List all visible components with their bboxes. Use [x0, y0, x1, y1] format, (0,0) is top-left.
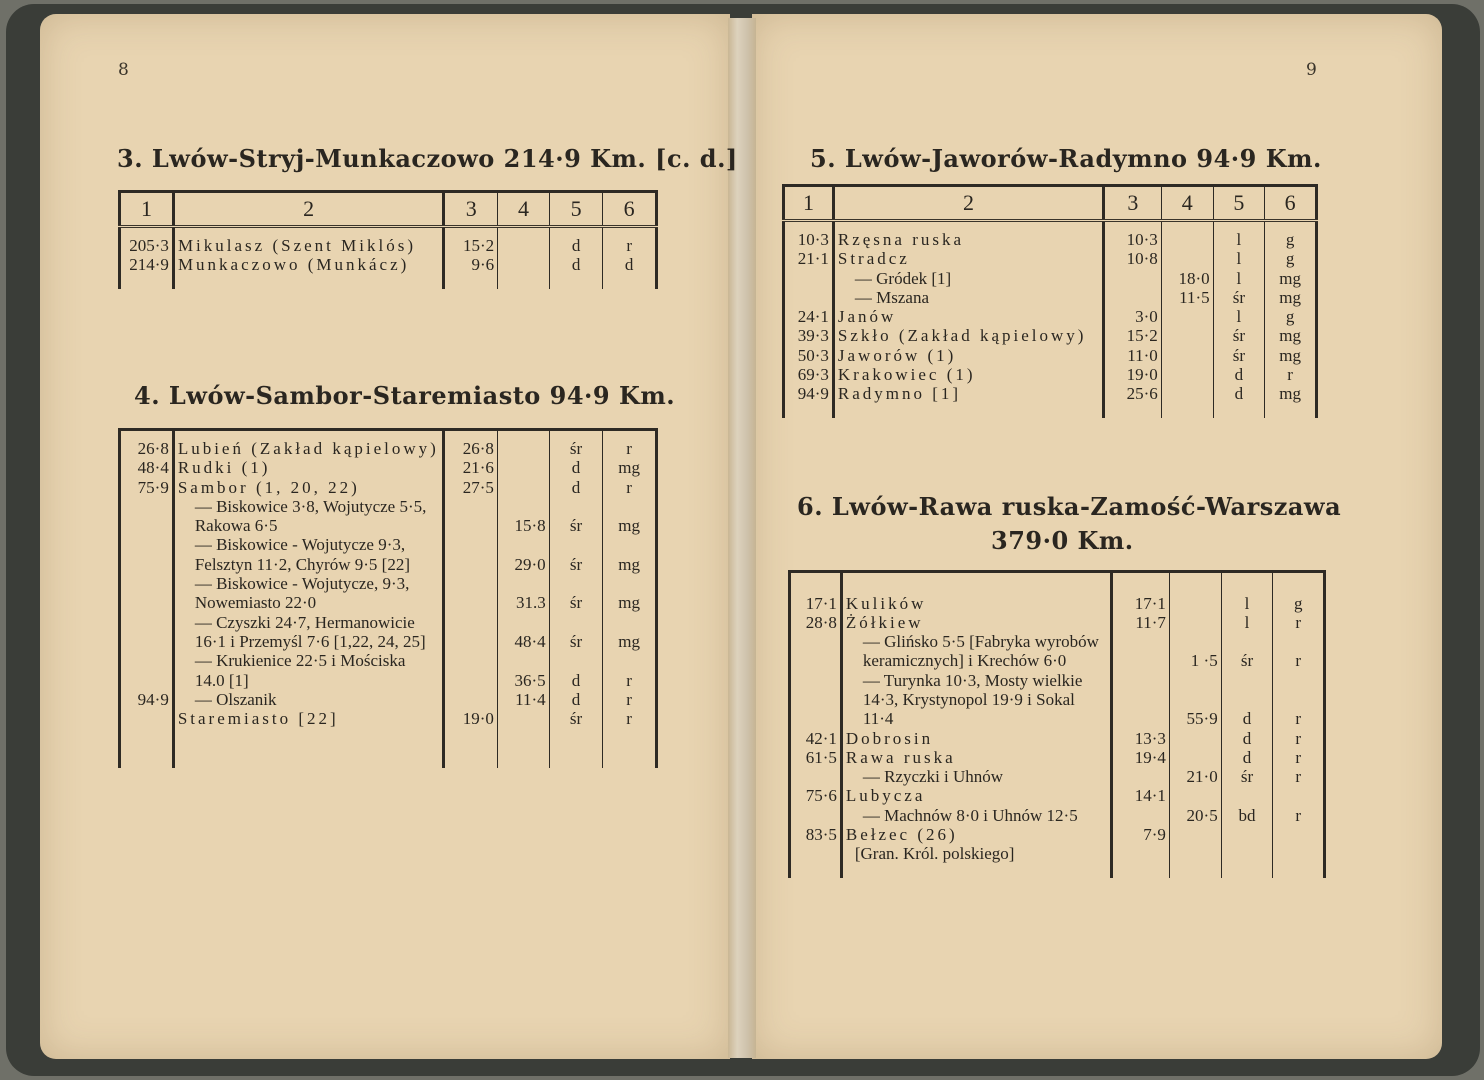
- value-cell: śr: [549, 439, 603, 458]
- value-cell: [444, 497, 498, 536]
- col-header-1: 1: [120, 192, 174, 227]
- station-cell: — Machnów 8·0 i Uhnów 12·5: [841, 806, 1111, 825]
- value-cell: d: [603, 255, 657, 274]
- km-cell: 75·9: [120, 478, 174, 497]
- value-cell: [1161, 384, 1213, 403]
- value-cell: [498, 255, 550, 274]
- station-cell: Staremiasto [22]: [173, 709, 443, 728]
- value-cell: 13·3: [1112, 729, 1170, 748]
- value-cell: mg: [1265, 326, 1317, 345]
- col-header-1: 1: [784, 186, 834, 221]
- station-cell: Szkło (Zakład kąpielowy): [833, 326, 1103, 345]
- col-header-5: 5: [549, 192, 603, 227]
- value-cell: d: [549, 690, 603, 709]
- station-cell: — Rzyczki i Uhnów: [841, 767, 1111, 786]
- value-cell: 19·4: [1112, 748, 1170, 767]
- station-cell: — Biskowice - Wojutycze 9·3, Felsztyn 11·2, Chyrów 9·5 [22]: [173, 535, 443, 574]
- value-cell: g: [1265, 249, 1317, 268]
- value-cell: [1169, 613, 1221, 632]
- section-6-title-line2: 379·0 Km.: [991, 526, 1134, 555]
- table-row: [784, 288, 1317, 307]
- station-cell: Rzęsna ruska: [833, 230, 1103, 249]
- value-cell: d: [549, 236, 603, 255]
- value-cell: [444, 690, 498, 709]
- value-cell: śr: [549, 535, 603, 574]
- value-cell: 19·0: [444, 709, 498, 728]
- table-row: [120, 497, 657, 536]
- value-cell: d: [549, 651, 603, 690]
- value-cell: r: [603, 651, 657, 690]
- value-cell: g: [1273, 594, 1325, 613]
- value-cell: [1112, 806, 1170, 825]
- value-cell: r: [1273, 671, 1325, 729]
- value-cell: d: [549, 478, 603, 497]
- col-header-4: 4: [1161, 186, 1213, 221]
- station-cell: — Glińsko 5·5 [Fabryka wyrobów keramicznych] i Krechów 6·0: [841, 632, 1111, 671]
- value-cell: [1161, 307, 1213, 326]
- value-cell: 10·8: [1104, 249, 1162, 268]
- value-cell: 14·1: [1112, 786, 1170, 805]
- value-cell: 19·0: [1104, 365, 1162, 384]
- value-cell: l: [1213, 307, 1265, 326]
- km-cell: [790, 632, 842, 671]
- value-cell: mg: [603, 458, 657, 477]
- value-cell: 48·4: [497, 613, 549, 652]
- table-row: [790, 786, 1325, 805]
- value-cell: r: [1273, 806, 1325, 825]
- station-cell: Żółkiew: [841, 613, 1111, 632]
- value-cell: mg: [1265, 346, 1317, 365]
- station-cell: Janów: [833, 307, 1103, 326]
- value-cell: d: [1213, 365, 1265, 384]
- value-cell: śr: [549, 574, 603, 613]
- value-cell: d: [1221, 671, 1273, 729]
- table-row: [790, 825, 1325, 844]
- station-cell: Lubień (Zakład kąpielowy): [173, 439, 443, 458]
- value-cell: 17·1: [1112, 594, 1170, 613]
- value-cell: [1161, 346, 1213, 365]
- km-cell: 28·8: [790, 613, 842, 632]
- value-cell: 15·2: [444, 236, 498, 255]
- right-page-number: 9: [1306, 60, 1317, 80]
- km-cell: 94·9: [120, 690, 174, 709]
- col-header-2: 2: [173, 192, 443, 227]
- value-cell: [1112, 671, 1170, 729]
- value-cell: 21·0: [1169, 767, 1221, 786]
- value-cell: śr: [1213, 326, 1265, 345]
- km-cell: [790, 844, 842, 863]
- km-cell: 61·5: [790, 748, 842, 767]
- table-row: [790, 729, 1325, 748]
- value-cell: [1104, 288, 1162, 307]
- table-row: [120, 613, 657, 652]
- station-cell: Jaworów (1): [833, 346, 1103, 365]
- value-cell: [1161, 230, 1213, 249]
- value-cell: l: [1213, 269, 1265, 288]
- value-cell: [1161, 326, 1213, 345]
- value-cell: 21·6: [444, 458, 498, 477]
- table-row: [784, 326, 1317, 345]
- table-row: [784, 307, 1317, 326]
- value-cell: d: [549, 255, 603, 274]
- table-row: [120, 709, 657, 728]
- station-cell: — Olszanik: [173, 690, 443, 709]
- station-cell: Rudki (1): [173, 458, 443, 477]
- value-cell: bd: [1221, 806, 1273, 825]
- value-cell: r: [603, 478, 657, 497]
- km-cell: 17·1: [790, 594, 842, 613]
- value-cell: 3·0: [1104, 307, 1162, 326]
- section-3-table: [118, 190, 658, 289]
- left-page-number: 8: [118, 60, 129, 80]
- km-cell: [790, 671, 842, 729]
- col-header-3: 3: [444, 192, 498, 227]
- table-row: [784, 384, 1317, 403]
- value-cell: 9·6: [444, 255, 498, 274]
- value-cell: d: [1213, 384, 1265, 403]
- value-cell: [444, 613, 498, 652]
- km-cell: 42·1: [790, 729, 842, 748]
- value-cell: śr: [549, 613, 603, 652]
- km-cell: 39·3: [784, 326, 834, 345]
- table-row: [120, 236, 657, 255]
- table-row: [784, 269, 1317, 288]
- section-3-title: 3. Lwów-Stryj-Munkaczowo 214·9 Km. [c. d.]: [117, 144, 738, 173]
- table-row: [120, 439, 657, 458]
- km-cell: 21·1: [784, 249, 834, 268]
- value-cell: 11·7: [1112, 613, 1170, 632]
- section-6-table: [788, 570, 1326, 878]
- value-cell: l: [1221, 594, 1273, 613]
- value-cell: d: [549, 458, 603, 477]
- value-cell: [1221, 844, 1273, 863]
- value-cell: [1221, 825, 1273, 844]
- station-cell: Stradcz: [833, 249, 1103, 268]
- station-cell: Bełzec (26): [841, 825, 1111, 844]
- km-cell: 26·8: [120, 439, 174, 458]
- km-cell: 205·3: [120, 236, 174, 255]
- value-cell: [497, 458, 549, 477]
- value-cell: 15·2: [1104, 326, 1162, 345]
- value-cell: r: [603, 690, 657, 709]
- km-cell: 69·3: [784, 365, 834, 384]
- value-cell: [1169, 786, 1221, 805]
- table-row: [790, 671, 1325, 729]
- value-cell: l: [1221, 613, 1273, 632]
- value-cell: [1161, 365, 1213, 384]
- station-cell: Sambor (1, 20, 22): [173, 478, 443, 497]
- value-cell: [498, 236, 550, 255]
- station-cell: [Gran. Król. polskiego]: [841, 844, 1111, 863]
- value-cell: 36·5: [497, 651, 549, 690]
- book-gutter: [728, 18, 756, 1058]
- km-cell: 94·9: [784, 384, 834, 403]
- value-cell: śr: [1221, 632, 1273, 671]
- table-row: [120, 690, 657, 709]
- value-cell: 26·8: [444, 439, 498, 458]
- station-cell: Lubycza: [841, 786, 1111, 805]
- value-cell: r: [1265, 365, 1317, 384]
- value-cell: śr: [1213, 346, 1265, 365]
- col-header-6: 6: [603, 192, 657, 227]
- table-row: [790, 748, 1325, 767]
- station-cell: — Turynka 10·3, Mosty wielkie 14·3, Krystynopol 19·9 i Sokal 11·4: [841, 671, 1111, 729]
- value-cell: [497, 439, 549, 458]
- km-cell: [120, 497, 174, 536]
- value-cell: 55·9: [1169, 671, 1221, 729]
- section-5-table: [782, 184, 1318, 418]
- value-cell: [1273, 844, 1325, 863]
- value-cell: 7·9: [1112, 825, 1170, 844]
- value-cell: [444, 651, 498, 690]
- station-cell: — Biskowice - Wojutycze, 9·3, Nowemiasto 22·0: [173, 574, 443, 613]
- value-cell: [1169, 729, 1221, 748]
- value-cell: 1 ·5: [1169, 632, 1221, 671]
- value-cell: [1221, 786, 1273, 805]
- table-row: [120, 255, 657, 274]
- value-cell: 29·0: [497, 535, 549, 574]
- value-cell: r: [1273, 729, 1325, 748]
- value-cell: [1169, 594, 1221, 613]
- station-cell: Rawa ruska: [841, 748, 1111, 767]
- section-5-title: 5. Lwów-Jaworów-Radymno 94·9 Km.: [810, 144, 1322, 173]
- station-cell: Krakowiec (1): [833, 365, 1103, 384]
- km-cell: [784, 269, 834, 288]
- value-cell: r: [1273, 613, 1325, 632]
- value-cell: [497, 709, 549, 728]
- value-cell: 25·6: [1104, 384, 1162, 403]
- km-cell: [790, 806, 842, 825]
- value-cell: śr: [1213, 288, 1265, 307]
- value-cell: mg: [603, 535, 657, 574]
- value-cell: śr: [1221, 767, 1273, 786]
- station-cell: — Krukienice 22·5 i Mościska 14.0 [1]: [173, 651, 443, 690]
- table-row: [784, 346, 1317, 365]
- station-cell: Mikulasz (Szent Miklós): [173, 236, 443, 255]
- col-header-6: 6: [1265, 186, 1317, 221]
- section-4-table: [118, 428, 658, 768]
- station-cell: Dobrosin: [841, 729, 1111, 748]
- value-cell: [1104, 269, 1162, 288]
- table-row: [120, 478, 657, 497]
- value-cell: śr: [549, 709, 603, 728]
- station-cell: Radymno [1]: [833, 384, 1103, 403]
- value-cell: [1169, 825, 1221, 844]
- station-cell: — Biskowice 3·8, Wojutycze 5·5, Rakowa 6·5: [173, 497, 443, 536]
- table-row: [120, 535, 657, 574]
- value-cell: r: [1273, 748, 1325, 767]
- value-cell: [444, 574, 498, 613]
- km-cell: 75·6: [790, 786, 842, 805]
- value-cell: 15·8: [497, 497, 549, 536]
- value-cell: mg: [603, 613, 657, 652]
- station-cell: — Gródek [1]: [833, 269, 1103, 288]
- value-cell: d: [1221, 729, 1273, 748]
- table-row: [120, 651, 657, 690]
- value-cell: r: [1273, 767, 1325, 786]
- value-cell: [1273, 786, 1325, 805]
- table-row: [790, 767, 1325, 786]
- value-cell: 11·0: [1104, 346, 1162, 365]
- km-cell: 50·3: [784, 346, 834, 365]
- value-cell: l: [1213, 230, 1265, 249]
- value-cell: mg: [603, 574, 657, 613]
- km-cell: [120, 651, 174, 690]
- value-cell: 20·5: [1169, 806, 1221, 825]
- table-row: [790, 594, 1325, 613]
- station-cell: Munkaczowo (Munkácz): [173, 255, 443, 274]
- value-cell: r: [603, 439, 657, 458]
- col-header-5: 5: [1213, 186, 1265, 221]
- value-cell: [1273, 825, 1325, 844]
- table-row: [790, 632, 1325, 671]
- table-row: [120, 574, 657, 613]
- value-cell: [1112, 632, 1170, 671]
- table-row: [790, 844, 1325, 863]
- value-cell: r: [603, 236, 657, 255]
- km-cell: [120, 535, 174, 574]
- value-cell: mg: [1265, 269, 1317, 288]
- value-cell: 31.3: [497, 574, 549, 613]
- table-row: [784, 249, 1317, 268]
- km-cell: 214·9: [120, 255, 174, 274]
- table-row: [120, 458, 657, 477]
- km-cell: [120, 709, 174, 728]
- station-cell: — Czyszki 24·7, Hermanowicie 16·1 i Przemyśl 7·6 [1,22, 24, 25]: [173, 613, 443, 652]
- table-row: [784, 230, 1317, 249]
- value-cell: g: [1265, 307, 1317, 326]
- value-cell: mg: [603, 497, 657, 536]
- km-cell: [784, 288, 834, 307]
- col-header-3: 3: [1104, 186, 1162, 221]
- value-cell: mg: [1265, 384, 1317, 403]
- table-row: [790, 806, 1325, 825]
- km-cell: 24·1: [784, 307, 834, 326]
- value-cell: r: [603, 709, 657, 728]
- value-cell: [497, 478, 549, 497]
- value-cell: [444, 535, 498, 574]
- col-header-4: 4: [498, 192, 550, 227]
- value-cell: r: [1273, 632, 1325, 671]
- value-cell: śr: [549, 497, 603, 536]
- value-cell: [1169, 844, 1221, 863]
- value-cell: 18·0: [1161, 269, 1213, 288]
- value-cell: 11·5: [1161, 288, 1213, 307]
- value-cell: 27·5: [444, 478, 498, 497]
- section-6-title-line1: 6. Lwów-Rawa ruska-Zamość-Warszawa: [797, 492, 1342, 521]
- col-header-2: 2: [833, 186, 1103, 221]
- value-cell: 10·3: [1104, 230, 1162, 249]
- km-cell: 83·5: [790, 825, 842, 844]
- km-cell: [120, 613, 174, 652]
- value-cell: g: [1265, 230, 1317, 249]
- value-cell: d: [1221, 748, 1273, 767]
- km-cell: [120, 574, 174, 613]
- section-4-title: 4. Lwów-Sambor-Staremiasto 94·9 Km.: [134, 381, 676, 410]
- value-cell: [1169, 748, 1221, 767]
- table-row: [784, 365, 1317, 384]
- station-cell: — Mszana: [833, 288, 1103, 307]
- value-cell: 11·4: [497, 690, 549, 709]
- value-cell: [1112, 844, 1170, 863]
- table-row: [790, 613, 1325, 632]
- km-cell: [790, 767, 842, 786]
- km-cell: 48·4: [120, 458, 174, 477]
- station-cell: Kulików: [841, 594, 1111, 613]
- km-cell: 10·3: [784, 230, 834, 249]
- value-cell: mg: [1265, 288, 1317, 307]
- value-cell: [1112, 767, 1170, 786]
- value-cell: l: [1213, 249, 1265, 268]
- value-cell: [1161, 249, 1213, 268]
